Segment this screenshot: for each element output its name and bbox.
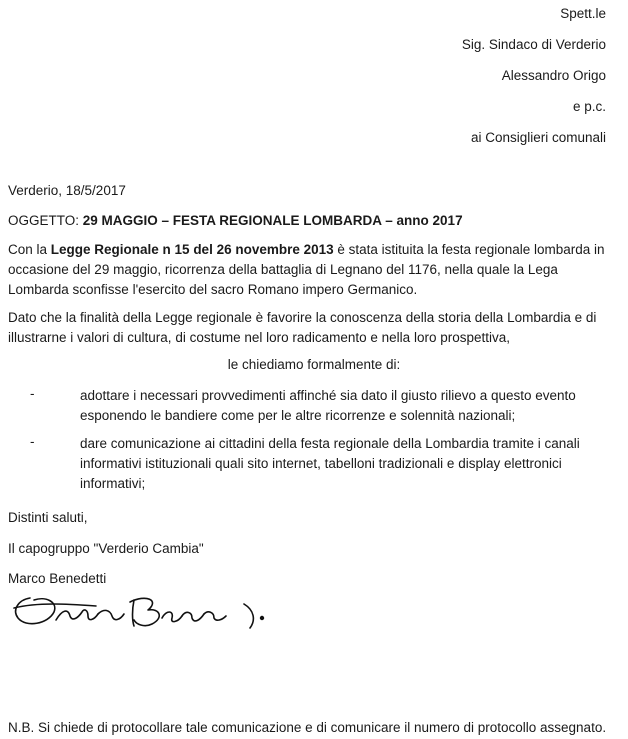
- subject-prefix: OGGETTO:: [8, 213, 83, 228]
- recipient-mayor: Sig. Sindaco di Verderio: [461, 37, 606, 52]
- protocol-note: N.B. Si chiede di protocollare tale comunicazione e di comunicare il numero di protocollo assegnato.: [8, 720, 607, 735]
- request-line: le chiediamo formalmente di:: [227, 357, 401, 372]
- handwritten-signature: [8, 588, 270, 634]
- signer-name: Marco Benedetti: [8, 571, 107, 586]
- intro-text-2: è stata istituita la festa regionale lombarda in occasione del 29 maggio, ricorrenza della battaglia di Legnano del 1176, nella quale la Lega Lombarda sconfisse l'esercito del sacro Romano impero Germanico.: [8, 242, 605, 297]
- request-1-text: adottare i necessari provvedimenti affinché sia dato il giusto rilievo a questo evento esponendo le bandiere come per le altre ricorrenze e solennità nazionali;: [80, 388, 576, 423]
- salutation-spett: Spett.le: [560, 6, 606, 21]
- date-line: Verderio, 18/5/2017: [8, 183, 126, 198]
- recipient-councillors: ai Consiglieri comunali: [470, 130, 606, 145]
- request-2-text: dare comunicazione ai cittadini della festa regionale della Lombardia tramite i canali informativi istituzionali quali sito internet, tabelloni tradizionali e display elettronici informativi;: [80, 436, 580, 491]
- recipient-mayor-name: Alessandro Origo: [501, 68, 606, 83]
- closing-salutation: Distinti saluti,: [8, 510, 88, 525]
- intro-text-1: Con la: [8, 242, 51, 257]
- subject-line: [8, 213, 463, 228]
- law-reference: Legge Regionale n 15 del 26 novembre 2013: [50, 242, 334, 257]
- group-leader-line: Il capogruppo "Verderio Cambia": [8, 541, 204, 556]
- purpose-paragraph: Dato che la finalità della Legge regionale è favorire la conoscenza della storia della Lombardia e di illustrarne i valori di cultura, di costume nel loro radicamento e nella loro prospettiva,: [8, 310, 597, 345]
- request-2-marker: -: [30, 434, 35, 449]
- request-1-marker: -: [30, 386, 35, 401]
- subject-title: 29 MAGGIO – FESTA REGIONALE LOMBARDA – anno 2017: [82, 213, 463, 228]
- intro-paragraph: [8, 240, 620, 300]
- recipient-cc: e p.c.: [572, 99, 606, 114]
